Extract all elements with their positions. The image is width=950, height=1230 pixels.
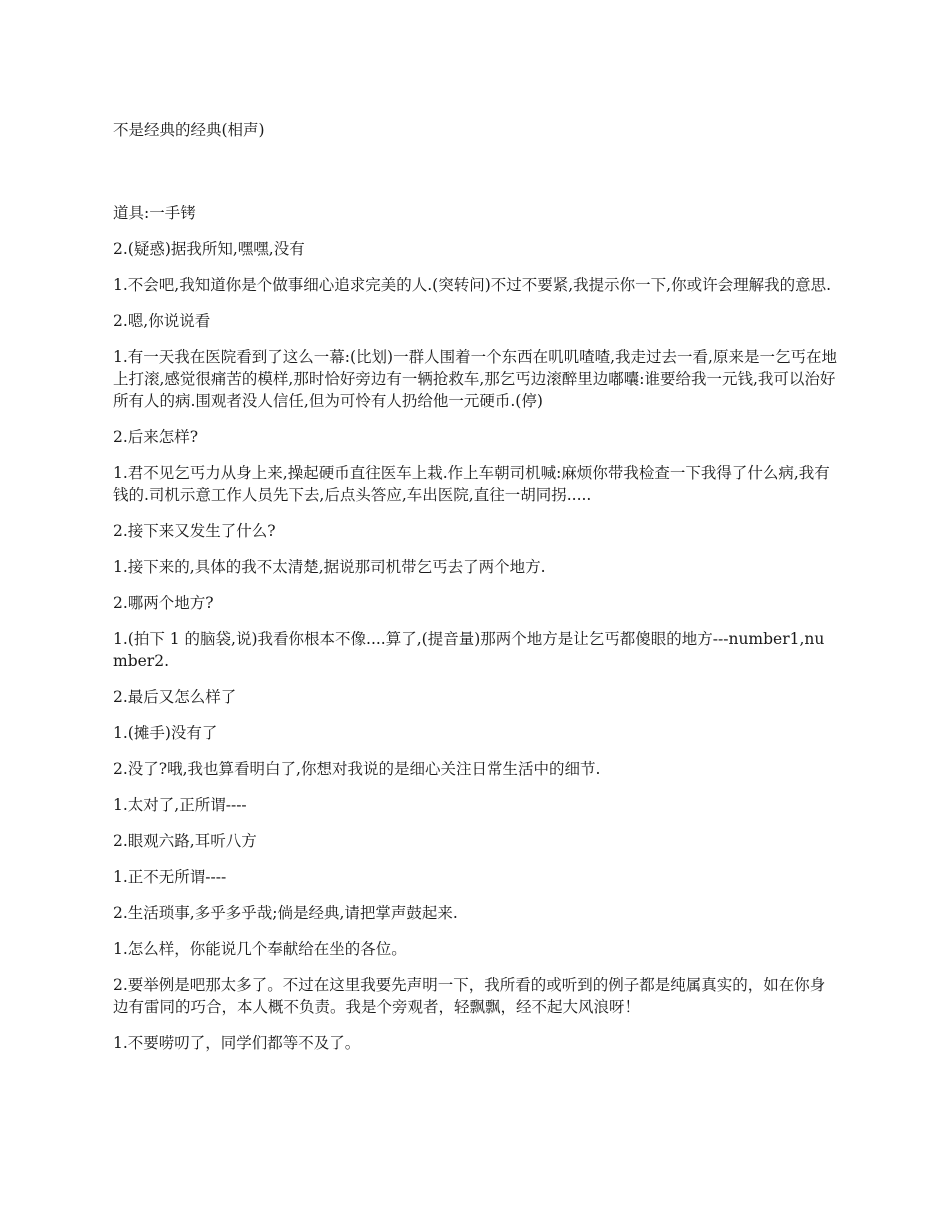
- dialogue-line: 2.最后又怎么样了: [113, 688, 237, 706]
- dialogue-line: 1.不会吧,我知道你是个做事细心追求完美的人.(突转问)不过不要紧,我提示你一下,你或许会理解我的意思.: [113, 276, 832, 294]
- document-page: [113, 119, 838, 1068]
- dialogue-line: 2.生活琐事,多乎多乎哉;倘是经典,请把掌声鼓起来.: [113, 904, 458, 922]
- dialogue-line: 1.太对了,正所谓----: [113, 796, 247, 814]
- dialogue-line: 2.后来怎样?: [113, 428, 199, 446]
- dialogue-line: 2.嗯,你说说看: [113, 312, 211, 330]
- dialogue-line: 2.接下来又发生了什么?: [113, 522, 276, 540]
- dialogue-line: 2.(疑惑)据我所知,嘿嘿,没有: [113, 240, 305, 258]
- dialogue-line: 2.要举例是吧那太多了。不过在这里我要先声明一下，我所看的或听到的例子都是纯属真实的，如在你身边有雷同的巧合，本人概不负责。我是个旁观者，轻飘飘，经不起大风浪呀！: [113, 976, 826, 1016]
- dialogue-line: 1.怎么样，你能说几个奉献给在坐的各位。: [113, 940, 407, 958]
- dialogue-line: 1.君不见乞丐力从身上来,操起硬币直往医车上栽.作上车朝司机喊:麻烦你带我检查一下我得了什么病,我有钱的.司机示意工作人员先下去,后点头答应,车出医院,直往一胡同拐.....: [113, 464, 830, 504]
- dialogue-line: 1.(摊手)没有了: [113, 724, 218, 742]
- dialogue-line: 1.正不无所谓----: [113, 868, 227, 886]
- dialogue-line: 2.眼观六路,耳听八方: [113, 832, 257, 850]
- paragraph-props: 道具:一手铐: [113, 204, 196, 222]
- dialogue-line: 1.接下来的,具体的我不太清楚,据说那司机带乞丐去了两个地方.: [113, 558, 546, 576]
- dialogue-line: 2.没了?哦,我也算看明白了,你想对我说的是细心关注日常生活中的细节.: [113, 760, 601, 778]
- dialogue-line: 2.哪两个地方?: [113, 594, 214, 612]
- dialogue-line: 1.有一天我在医院看到了这么一幕:(比划)一群人围着一个东西在叽叽喳喳,我走过去一看,原来是一乞丐在地上打滚,感觉很痛苦的模样,那时恰好旁边有一辆抢救车,那乞丐边滚醉里边嘟囔:谁要给我一元钱,我可以治好所有人的病.围观者没人信任,但为可怜有人扔给他一元硬币.(停): [113, 348, 837, 410]
- dialogue-line: 1.不要唠叨了，同学们都等不及了。: [113, 1034, 361, 1052]
- document-title: 不是经典的经典(相声): [113, 121, 265, 139]
- dialogue-line: 1.(拍下 1 的脑袋,说)我看你根本不像....算了,(提音量)那两个地方是让乞丐都傻眼的地方---number1,number2.: [113, 630, 825, 670]
